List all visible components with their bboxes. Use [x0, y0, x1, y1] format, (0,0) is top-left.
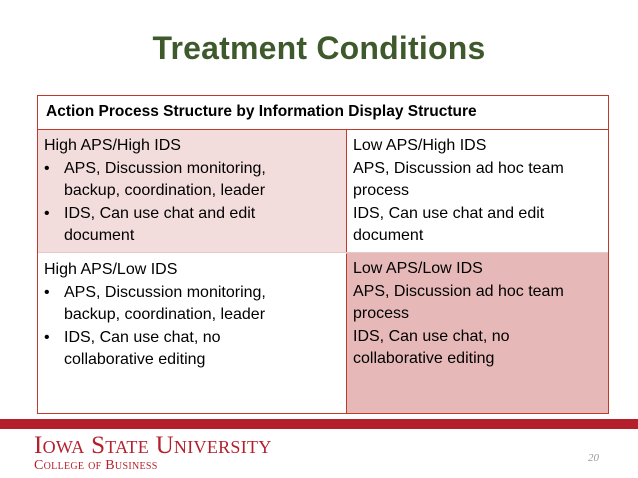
cell-line: document	[353, 227, 424, 244]
cell-line: IDS, Can use chat, no	[353, 327, 510, 345]
cell-heading: Low APS/High IDS	[353, 137, 487, 154]
cell-line: collaborative editing	[353, 350, 495, 367]
bullet-icon: •	[44, 283, 50, 301]
cell-heading: High APS/Low IDS	[44, 261, 178, 278]
cell-line: process	[353, 305, 410, 322]
cell-line: IDS, Can use chat and edit	[353, 204, 545, 222]
cell-line: APS, Discussion ad hoc team	[353, 282, 564, 300]
cell-line: process	[353, 182, 410, 199]
page-number: 20	[588, 452, 599, 464]
college-name-text: College of Business	[34, 458, 158, 473]
university-name-text: Iowa State University	[34, 432, 272, 459]
university-logo	[34, 432, 334, 476]
bullet-icon: •	[44, 204, 50, 222]
bullet-continuation: collaborative editing	[64, 351, 206, 368]
bullet-continuation: document	[64, 227, 135, 244]
bullet-icon: •	[44, 159, 50, 177]
bullet-item: • APS, Discussion monitoring,	[44, 158, 340, 181]
footer-bar	[0, 419, 638, 429]
bullet-continuation: backup, coordination, leader	[64, 182, 266, 199]
table-header: Action Process Structure by Information Display Structure	[38, 96, 608, 130]
cell-low-aps-low-ids	[347, 253, 608, 413]
cell-high-aps-high-ids	[38, 130, 347, 253]
bullet-item: • APS, Discussion monitoring,	[44, 282, 340, 305]
bullet-item: • IDS, Can use chat, no	[44, 327, 340, 350]
university-name	[34, 432, 272, 460]
bullet-item: • IDS, Can use chat and edit	[44, 203, 340, 226]
bullet-continuation: backup, coordination, leader	[64, 306, 266, 323]
bullet-icon: •	[44, 328, 50, 346]
college-name	[34, 458, 158, 474]
slide-title: Treatment Conditions	[152, 30, 486, 66]
cell-high-aps-low-ids	[38, 253, 347, 413]
cell-heading: High APS/High IDS	[44, 137, 181, 154]
treatment-table	[37, 95, 609, 414]
cell-low-aps-high-ids	[347, 130, 608, 253]
cell-heading: Low APS/Low IDS	[353, 260, 483, 277]
cell-line: APS, Discussion ad hoc team	[353, 159, 564, 177]
